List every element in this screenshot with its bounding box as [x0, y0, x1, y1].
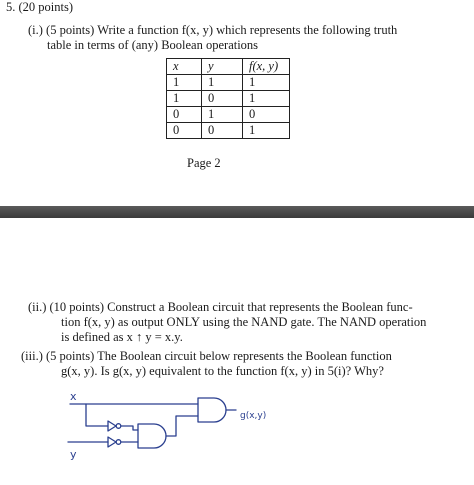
cell: 1 — [243, 75, 290, 91]
wire-notx-and — [121, 426, 138, 430]
cell: 1 — [202, 75, 243, 91]
cell: 1 — [243, 91, 290, 107]
cell: 0 — [202, 91, 243, 107]
header-y: y — [202, 59, 243, 75]
header-fxy: f(x, y) — [243, 59, 290, 75]
input-x-label: x — [70, 390, 77, 403]
cell: 0 — [167, 107, 202, 123]
truth-table-header-row — [167, 59, 290, 75]
page-divider — [0, 206, 474, 218]
cell: 1 — [243, 123, 290, 139]
part-ii-line-2: tion f(x, y) as output ONLY using the NAND gate. The NAND operation — [61, 315, 427, 329]
part-iii-line-2: g(x, y). Is g(x, y) equivalent to the function f(x, y) in 5(i)? Why? — [61, 364, 384, 378]
cell: 0 — [167, 123, 202, 139]
not-bubble-y — [116, 440, 121, 445]
part-ii-line-3: is defined as x ↑ y = x.y. — [61, 330, 183, 344]
page-label: Page 2 — [187, 156, 221, 170]
not-gate-y — [108, 437, 116, 447]
question-header: 5. (20 points) — [6, 0, 74, 14]
and-gate-upper — [198, 398, 226, 422]
part-i-line-1: (i.) (5 points) Write a function f(x, y) which represents the following truth — [28, 23, 398, 37]
input-y-label: y — [70, 448, 77, 461]
part-i-line-2: table in terms of (any) Boolean operations — [47, 38, 259, 52]
cell: 0 — [243, 107, 290, 123]
cell: 0 — [202, 123, 243, 139]
part-iii-line-1: (iii.) (5 points) The Boolean circuit below represents the Boolean function — [21, 349, 392, 363]
part-ii-line-1: (ii.) (10 points) Construct a Boolean circuit that represents the Boolean func- — [28, 300, 413, 314]
table-row — [167, 123, 290, 139]
output-label: g(x,y) — [240, 411, 267, 421]
header-x: x — [167, 59, 202, 75]
table-row — [167, 91, 290, 107]
cell: 1 — [167, 91, 202, 107]
wire-x-branch — [86, 404, 108, 426]
truth-table — [166, 58, 290, 139]
table-row — [167, 107, 290, 123]
and-gate-lower — [138, 424, 166, 448]
not-gate-x — [108, 421, 116, 431]
cell: 1 — [202, 107, 243, 123]
logic-circuit-diagram — [58, 388, 288, 472]
not-bubble-x — [116, 424, 121, 429]
cell: 1 — [167, 75, 202, 91]
table-row — [167, 75, 290, 91]
wire-and-to-top — [166, 416, 198, 436]
